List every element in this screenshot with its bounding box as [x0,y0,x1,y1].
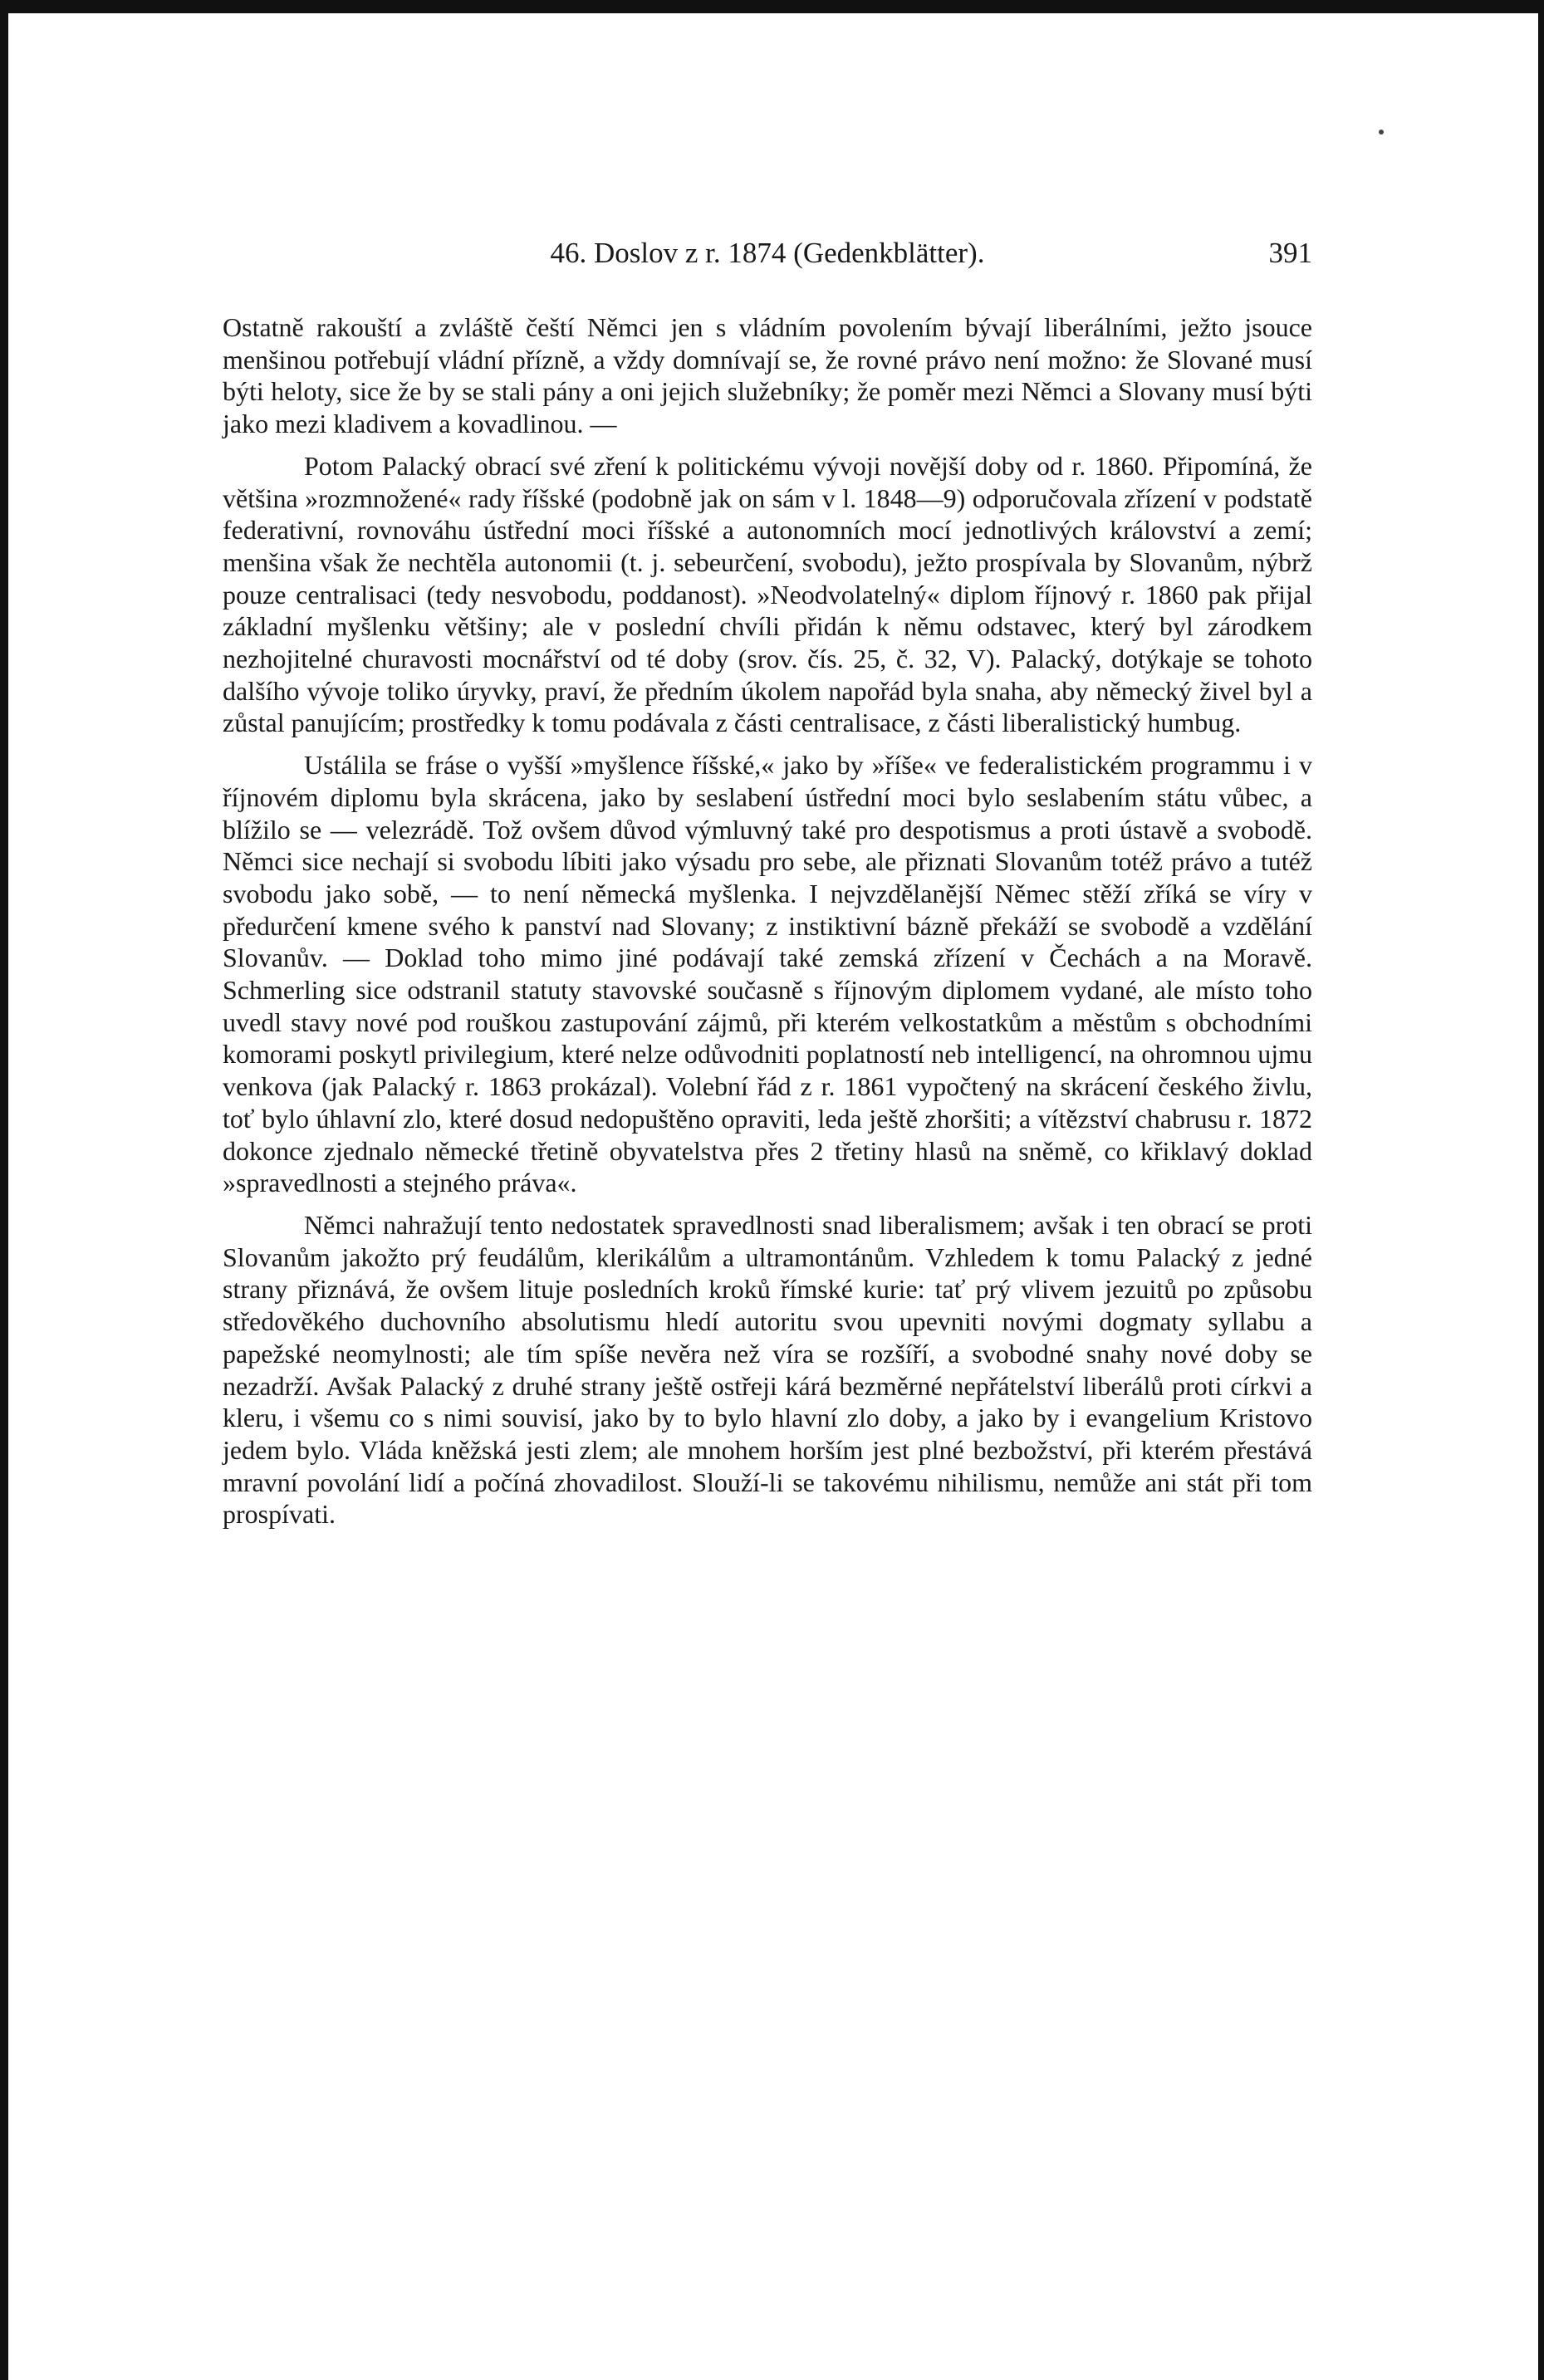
book-page [223,228,1312,1530]
paragraph-2: Potom Palacký obrací své zření k politickému vývoji novější doby od r. 1860. Připomíná, že většina »rozmnožené« rady říšské (podobně jak on sám v l. 1848—9) odporučovala zřízení v podstatě federativní, rovnováhu ústřední moci říšské a autonomních mocí jednotlivých království a zemí; menšina však že nechtěla autonomii (t. j. sebeurčení, svobodu), ježto prospívala by Slovanům, nýbrž pouze centralisaci (tedy nesvobodu, poddanost). »Neodvolatelný« diplom říjnový r. 1860 pak přijal základní myšlenku většiny; ale v poslední chvíli přidán k němu odstavec, který byl zárodkem nezhojitelné churavosti mocnářství od té doby (srov. čís. 25, č. 32, V). Palacký, dotýkaje se tohoto dalšího vývoje toliko úryvky, praví, že předním úkolem napořád byla snaha, aby německý živel byl a zůstal panujícím; prostředky k tomu podávala z části centralisace, z části liberalistický humbug. [223,450,1312,738]
scan-left-border [0,0,8,2380]
body-text [223,311,1312,1530]
paragraph-1: Ostatně rakouští a zvláště čeští Němci jen s vládním povolením bývají liberálními, ježto jsouce menšinou potřebují vládní přízně, a vždy domnívají se, že rovné právo není možno: že Slované musí býti heloty, sice že by se stali pány a oni jejich služebníky; že poměr mezi Němci a Slovany musí býti jako mezi kladivem a kovadlinou. — [223,312,1312,439]
paragraph-3: Ustálila se fráse o vyšší »myšlence říšské,« jako by »říše« ve federalistickém programmu i v říjnovém diplomu byla skrácena, jako by seslabení ústřední moci bylo seslabením státu vůbec, a blížilo se — velezrádě. Tož ovšem důvod výmluvný také pro despotismus a proti ústavě a svobodě. Němci sice nechají si svobodu líbiti jako výsadu pro sebe, ale přiznati Slovanům totéž právo a tutéž svobodu jako sobě, — to není německá myšlenka. I nejvzdělanější Němec stěží zříká se víry v předurčení kmene svého k panství nad Slovany; z instiktivní bázně překáží se svobodě a vzdělání Slovanův. — Doklad toho mimo jiné podávají také zemská zřízení v Čechách a na Moravě. Schmerling sice odstranil statuty stavovské současně s říjnovým diplomem vydané, ale místo toho uvedl stavy nové pod rouškou zastupování zájmů, při kterém velkostatkům a městům s obchodními komorami poskytl privilegium, které nelze odůvodniti poplatností neb intelligencí, na ohromnou ujmu venkova (jak Palacký r. 1863 prokázal). Volební řád z r. 1861 vypočtený na skrácení českého živlu, toť bylo úhlavní zlo, které dosud nedopuštěno opraviti, leda ještě zhoršiti; a vítězství chabrusu r. 1872 dokonce zjednalo německé třetině obyvatelstva přes 2 třetiny hlasů na sněmě, co křiklavý doklad »spravedlnosti a stejného práva«. [223,750,1312,1198]
paragraph-4: Němci nahražují tento nedostatek spravedlnosti snad liberalismem; avšak i ten obrací se proti Slovanům jakožto prý feudálům, klerikálům a ultramontánům. Vzhledem k tomu Palacký z jedné strany přiznává, že ovšem lituje posledních kroků římské kurie: tať prý vlivem jezuitů po způsobu středověkého duchovního absolutismu hledí autoritu svou upevniti novými dogmaty syllabu a papežské neomylnosti; ale tím spíše nevěra než víra se rozšíří, a svobodné snahy nové doby se nezadrží. Avšak Palacký z druhé strany ještě ostřeji kárá bezměrné nepřátelství liberálů proti církvi a kleru, i všemu co s nimi souvisí, jako by to bylo hlavní zlo doby, a jako by i evangelium Kristovo jedem bylo. Vláda kněžská jesti zlem; ale mnohem horším jest plné bezbožství, při kterém přestává mravní povolání lidí a počíná zhovadilost. Slouží-li se takovému nihilismu, nemůže ani stát při tom prospívati. [223,1209,1312,1530]
scan-top-border [0,0,1544,13]
scan-speck [1379,130,1384,135]
running-head [223,228,1312,278]
chapter-title: 46. Doslov z r. 1874 (Gedenkblätter). [550,237,985,269]
page-number: 391 [1268,237,1312,269]
scan-right-border [1538,0,1544,2380]
